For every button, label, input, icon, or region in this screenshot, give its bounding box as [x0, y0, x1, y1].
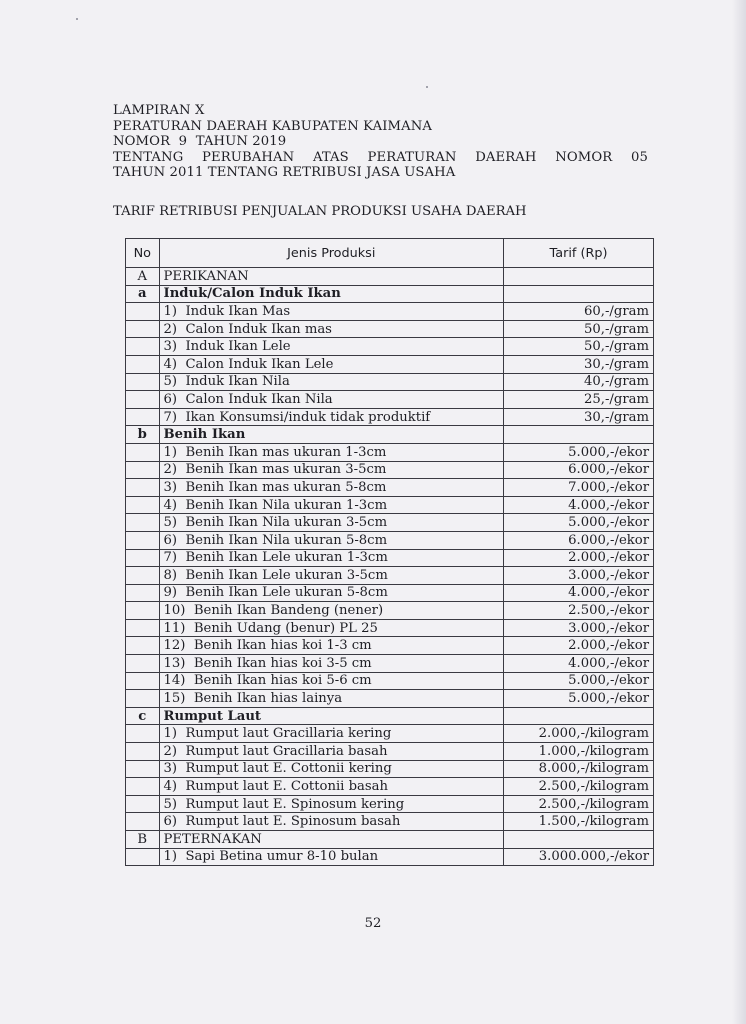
- header-line: PERATURAN DAERAH KABUPATEN KAIMANA: [113, 118, 432, 134]
- table-row: [126, 320, 654, 338]
- row-tarif: 1.500,-/kilogram: [504, 813, 654, 831]
- row-name: 15) Benih Ikan hias lainya: [159, 690, 503, 708]
- row-tarif: 5.000,-/ekor: [504, 690, 654, 708]
- row-no: [126, 584, 160, 602]
- column-header-no: No: [126, 239, 160, 268]
- row-tarif: 3.000,-/ekor: [504, 567, 654, 585]
- row-no: [126, 725, 160, 743]
- table-row: [126, 426, 654, 444]
- row-name: 4) Calon Induk Ikan Lele: [159, 355, 503, 373]
- table-row: [126, 619, 654, 637]
- row-tarif: [504, 707, 654, 725]
- row-no: c: [126, 707, 160, 725]
- table-row: [126, 285, 654, 303]
- row-no: [126, 567, 160, 585]
- row-name: 1) Sapi Betina umur 8-10 bulan: [159, 848, 503, 866]
- table-row: [126, 690, 654, 708]
- row-name: 2) Calon Induk Ikan mas: [159, 320, 503, 338]
- table-row: [126, 778, 654, 796]
- page-number: 52: [364, 916, 382, 931]
- table-row: [126, 461, 654, 479]
- table-row: [126, 479, 654, 497]
- column-header-tarif: Tarif (Rp): [504, 239, 654, 268]
- table-row: [126, 514, 654, 532]
- table-row: [126, 655, 654, 673]
- row-no: B: [126, 831, 160, 849]
- row-no: [126, 813, 160, 831]
- row-name: 6) Benih Ikan Nila ukuran 5-8cm: [159, 531, 503, 549]
- row-no: [126, 443, 160, 461]
- row-tarif: 6.000,-/ekor: [504, 461, 654, 479]
- row-name: 11) Benih Udang (benur) PL 25: [159, 619, 503, 637]
- row-no: [126, 619, 160, 637]
- row-tarif: [504, 268, 654, 286]
- row-tarif: 4.000,-/ekor: [504, 584, 654, 602]
- row-tarif: 4.000,-/ekor: [504, 496, 654, 514]
- row-tarif: 2.000,-/ekor: [504, 637, 654, 655]
- header-line: TAHUN 2011 TENTANG RETRIBUSI JASA USAHA: [113, 165, 456, 181]
- row-tarif: 1.000,-/kilogram: [504, 743, 654, 761]
- table-row: [126, 602, 654, 620]
- row-tarif: 30,-/gram: [504, 355, 654, 373]
- row-no: [126, 795, 160, 813]
- row-name: 3) Induk Ikan Lele: [159, 338, 503, 356]
- row-name: 1) Rumput laut Gracillaria kering: [159, 725, 503, 743]
- row-name: 6) Calon Induk Ikan Nila: [159, 391, 503, 409]
- table-row: [126, 531, 654, 549]
- row-tarif: 60,-/gram: [504, 303, 654, 321]
- row-tarif: 7.000,-/ekor: [504, 479, 654, 497]
- row-tarif: 2.500,-/ekor: [504, 602, 654, 620]
- header-line: NOMOR 9 TAHUN 2019: [113, 134, 287, 150]
- row-no: [126, 496, 160, 514]
- row-no: [126, 655, 160, 673]
- row-name: 3) Rumput laut E. Cottonii kering: [159, 760, 503, 778]
- table-row: [126, 268, 654, 286]
- row-no: [126, 760, 160, 778]
- row-tarif: 25,-/gram: [504, 391, 654, 409]
- table-row: [126, 567, 654, 585]
- table-row: [126, 760, 654, 778]
- row-name: 4) Rumput laut E. Cottonii basah: [159, 778, 503, 796]
- row-name: 6) Rumput laut E. Spinosum basah: [159, 813, 503, 831]
- row-tarif: 4.000,-/ekor: [504, 655, 654, 673]
- table-row: [126, 496, 654, 514]
- row-tarif: 2.500,-/kilogram: [504, 795, 654, 813]
- row-tarif: 8.000,-/kilogram: [504, 760, 654, 778]
- row-no: [126, 549, 160, 567]
- row-tarif: 6.000,-/ekor: [504, 531, 654, 549]
- tariff-table: [125, 238, 654, 866]
- row-name: Benih Ikan: [159, 426, 503, 444]
- table-row: [126, 848, 654, 866]
- row-name: 1) Induk Ikan Mas: [159, 303, 503, 321]
- row-name: 2) Rumput laut Gracillaria basah: [159, 743, 503, 761]
- table-row: [126, 637, 654, 655]
- table-row: [126, 707, 654, 725]
- row-name: 3) Benih Ikan mas ukuran 5-8cm: [159, 479, 503, 497]
- scan-speck: [76, 18, 78, 20]
- row-no: [126, 479, 160, 497]
- row-no: [126, 461, 160, 479]
- table-row: [126, 725, 654, 743]
- row-name: 8) Benih Ikan Lele ukuran 3-5cm: [159, 567, 503, 585]
- row-no: [126, 690, 160, 708]
- row-tarif: 5.000,-/ekor: [504, 672, 654, 690]
- row-name: 7) Ikan Konsumsi/induk tidak produktif: [159, 408, 503, 426]
- scan-speck: [426, 86, 428, 88]
- row-no: b: [126, 426, 160, 444]
- row-name: 1) Benih Ikan mas ukuran 1-3cm: [159, 443, 503, 461]
- table-row: [126, 391, 654, 409]
- row-no: [126, 602, 160, 620]
- row-tarif: 50,-/gram: [504, 338, 654, 356]
- table-row: [126, 303, 654, 321]
- row-no: [126, 373, 160, 391]
- row-name: 5) Benih Ikan Nila ukuran 3-5cm: [159, 514, 503, 532]
- row-no: [126, 848, 160, 866]
- row-tarif: 2.000,-/ekor: [504, 549, 654, 567]
- row-tarif: 5.000,-/ekor: [504, 443, 654, 461]
- page-edge: [732, 0, 746, 1024]
- row-tarif: 50,-/gram: [504, 320, 654, 338]
- row-name: 12) Benih Ikan hias koi 1-3 cm: [159, 637, 503, 655]
- row-name: 10) Benih Ikan Bandeng (nener): [159, 602, 503, 620]
- row-no: [126, 778, 160, 796]
- table-row: [126, 373, 654, 391]
- row-name: Rumput Laut: [159, 707, 503, 725]
- table-row: [126, 355, 654, 373]
- table-row: [126, 672, 654, 690]
- table-row: [126, 831, 654, 849]
- column-header-name: Jenis Produksi: [159, 239, 503, 268]
- row-name: 4) Benih Ikan Nila ukuran 1-3cm: [159, 496, 503, 514]
- row-no: [126, 355, 160, 373]
- table-row: [126, 443, 654, 461]
- row-tarif: [504, 426, 654, 444]
- row-no: [126, 531, 160, 549]
- row-name: Induk/Calon Induk Ikan: [159, 285, 503, 303]
- row-tarif: 3.000,-/ekor: [504, 619, 654, 637]
- row-tarif: 3.000.000,-/ekor: [504, 848, 654, 866]
- row-tarif: 30,-/gram: [504, 408, 654, 426]
- table-row: [126, 338, 654, 356]
- row-no: [126, 637, 160, 655]
- row-name: 14) Benih Ikan hias koi 5-6 cm: [159, 672, 503, 690]
- table-row: [126, 584, 654, 602]
- row-tarif: 2.500,-/kilogram: [504, 778, 654, 796]
- document-header: [113, 103, 648, 181]
- row-name: 5) Rumput laut E. Spinosum kering: [159, 795, 503, 813]
- row-name: PERIKANAN: [159, 268, 503, 286]
- row-name: 5) Induk Ikan Nila: [159, 373, 503, 391]
- table-header-row: [126, 239, 654, 268]
- row-no: [126, 408, 160, 426]
- row-name: PETERNAKAN: [159, 831, 503, 849]
- row-tarif: 5.000,-/ekor: [504, 514, 654, 532]
- table-row: [126, 813, 654, 831]
- header-line: TENTANG PERUBAHAN ATAS PERATURAN DAERAH NOMOR 05: [113, 149, 648, 165]
- row-no: a: [126, 285, 160, 303]
- table-row: [126, 795, 654, 813]
- row-tarif: 2.000,-/kilogram: [504, 725, 654, 743]
- row-name: 7) Benih Ikan Lele ukuran 1-3cm: [159, 549, 503, 567]
- row-no: [126, 672, 160, 690]
- row-no: [126, 743, 160, 761]
- row-no: [126, 514, 160, 532]
- row-name: 2) Benih Ikan mas ukuran 3-5cm: [159, 461, 503, 479]
- table-row: [126, 549, 654, 567]
- row-no: [126, 338, 160, 356]
- row-tarif: [504, 831, 654, 849]
- row-tarif: [504, 285, 654, 303]
- header-line: LAMPIRAN X: [113, 103, 205, 118]
- row-name: 9) Benih Ikan Lele ukuran 5-8cm: [159, 584, 503, 602]
- row-no: [126, 320, 160, 338]
- row-no: [126, 303, 160, 321]
- row-no: [126, 391, 160, 409]
- row-no: A: [126, 268, 160, 286]
- table-row: [126, 743, 654, 761]
- row-name: 13) Benih Ikan hias koi 3-5 cm: [159, 655, 503, 673]
- table-title: TARIF RETRIBUSI PENJUALAN PRODUKSI USAHA DAERAH: [113, 204, 527, 219]
- row-tarif: 40,-/gram: [504, 373, 654, 391]
- table-row: [126, 408, 654, 426]
